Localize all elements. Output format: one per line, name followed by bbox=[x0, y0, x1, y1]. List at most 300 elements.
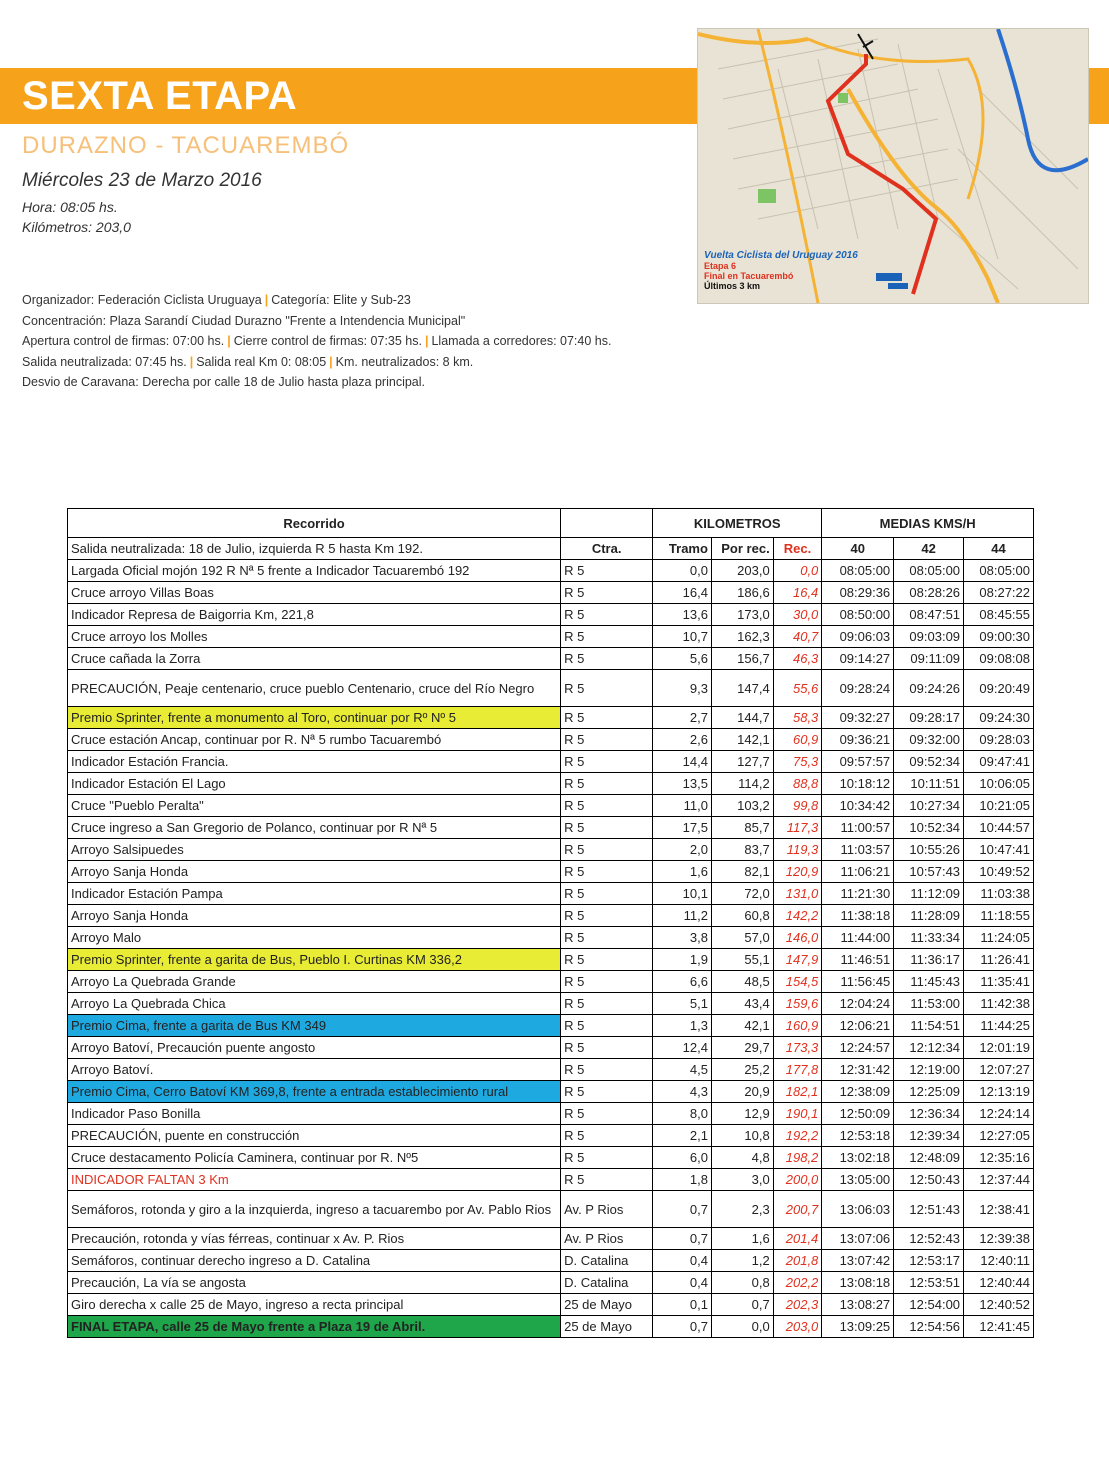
route-km-porrec: 103,2 bbox=[711, 795, 773, 817]
route-km-rec: 99,8 bbox=[773, 795, 822, 817]
info-salida-neutralizada: Salida neutralizada: 07:45 hs. bbox=[22, 354, 187, 369]
header-speed-40: 40 bbox=[822, 538, 894, 560]
table-row bbox=[68, 670, 1034, 707]
route-km-tramo: 0,4 bbox=[653, 1250, 712, 1272]
route-km-tramo: 8,0 bbox=[653, 1103, 712, 1125]
route-time-44: 10:06:05 bbox=[964, 773, 1034, 795]
route-km-porrec: 60,8 bbox=[711, 905, 773, 927]
route-time-40: 11:03:57 bbox=[822, 839, 894, 861]
route-time-42: 09:32:00 bbox=[894, 729, 964, 751]
route-km-porrec: 48,5 bbox=[711, 971, 773, 993]
stage-route: DURAZNO - TACUAREMBÓ bbox=[22, 132, 350, 159]
route-time-40: 11:38:18 bbox=[822, 905, 894, 927]
route-km-tramo: 1,9 bbox=[653, 949, 712, 971]
route-km-tramo: 0,4 bbox=[653, 1272, 712, 1294]
route-time-42: 10:57:43 bbox=[894, 861, 964, 883]
route-ctra: D. Catalina bbox=[561, 1250, 653, 1272]
route-km-tramo: 17,5 bbox=[653, 817, 712, 839]
route-time-40: 12:50:09 bbox=[822, 1103, 894, 1125]
route-km-rec: 119,3 bbox=[773, 839, 822, 861]
route-time-40: 12:24:57 bbox=[822, 1037, 894, 1059]
route-time-44: 09:08:08 bbox=[964, 648, 1034, 670]
table-row bbox=[68, 949, 1034, 971]
stage-title: SEXTA ETAPA bbox=[22, 74, 298, 118]
route-time-40: 11:44:00 bbox=[822, 927, 894, 949]
route-time-42: 09:24:26 bbox=[894, 670, 964, 707]
route-description: FINAL ETAPA, calle 25 de Mayo frente a Plaza 19 de Abril. bbox=[68, 1316, 561, 1338]
route-ctra: R 5 bbox=[561, 1037, 653, 1059]
route-km-porrec: 186,6 bbox=[711, 582, 773, 604]
route-ctra: R 5 bbox=[561, 971, 653, 993]
route-km-rec: 173,3 bbox=[773, 1037, 822, 1059]
route-ctra: R 5 bbox=[561, 993, 653, 1015]
route-description: Arroyo Malo bbox=[68, 927, 561, 949]
info-separator: | bbox=[227, 334, 231, 348]
route-time-40: 11:46:51 bbox=[822, 949, 894, 971]
route-km-porrec: 29,7 bbox=[711, 1037, 773, 1059]
route-ctra: 25 de Mayo bbox=[561, 1316, 653, 1338]
route-km-rec: 177,8 bbox=[773, 1059, 822, 1081]
route-description: Premio Sprinter, frente a monumento al Toro, continuar por Rº Nº 5 bbox=[68, 707, 561, 729]
table-row bbox=[68, 582, 1034, 604]
route-km-rec: 159,6 bbox=[773, 993, 822, 1015]
route-km-porrec: 3,0 bbox=[711, 1169, 773, 1191]
table-subheader-row bbox=[68, 538, 1034, 560]
route-ctra: R 5 bbox=[561, 729, 653, 751]
route-ctra: R 5 bbox=[561, 1081, 653, 1103]
route-ctra: R 5 bbox=[561, 839, 653, 861]
route-km-tramo: 4,5 bbox=[653, 1059, 712, 1081]
header-recorrido: Recorrido bbox=[68, 509, 561, 538]
table-row bbox=[68, 1272, 1034, 1294]
table-row bbox=[68, 1103, 1034, 1125]
route-ctra: R 5 bbox=[561, 751, 653, 773]
route-km-rec: 40,7 bbox=[773, 626, 822, 648]
route-time-42: 08:47:51 bbox=[894, 604, 964, 626]
route-km-rec: 200,7 bbox=[773, 1191, 822, 1228]
route-time-44: 12:24:14 bbox=[964, 1103, 1034, 1125]
route-time-44: 12:41:45 bbox=[964, 1316, 1034, 1338]
table-row bbox=[68, 648, 1034, 670]
route-km-porrec: 127,7 bbox=[711, 751, 773, 773]
route-time-40: 12:53:18 bbox=[822, 1125, 894, 1147]
route-km-rec: 131,0 bbox=[773, 883, 822, 905]
route-time-42: 10:52:34 bbox=[894, 817, 964, 839]
route-time-40: 12:31:42 bbox=[822, 1059, 894, 1081]
route-ctra: R 5 bbox=[561, 670, 653, 707]
route-km-tramo: 2,6 bbox=[653, 729, 712, 751]
route-km-tramo: 16,4 bbox=[653, 582, 712, 604]
route-time-44: 12:38:41 bbox=[964, 1191, 1034, 1228]
info-line-1 bbox=[22, 290, 611, 311]
map-caption-title: Vuelta Ciclista del Uruguay 2016 bbox=[704, 250, 858, 261]
route-ctra: R 5 bbox=[561, 626, 653, 648]
info-km-neutralizados: Km. neutralizados: 8 km. bbox=[335, 354, 474, 369]
route-time-44: 09:28:03 bbox=[964, 729, 1034, 751]
route-time-44: 08:45:55 bbox=[964, 604, 1034, 626]
route-time-42: 12:12:34 bbox=[894, 1037, 964, 1059]
route-time-40: 12:38:09 bbox=[822, 1081, 894, 1103]
route-time-42: 12:19:00 bbox=[894, 1059, 964, 1081]
route-km-tramo: 13,6 bbox=[653, 604, 712, 626]
route-km-rec: 16,4 bbox=[773, 582, 822, 604]
route-km-porrec: 162,3 bbox=[711, 626, 773, 648]
route-km-rec: 120,9 bbox=[773, 861, 822, 883]
route-time-40: 09:14:27 bbox=[822, 648, 894, 670]
route-km-tramo: 12,4 bbox=[653, 1037, 712, 1059]
route-time-44: 12:39:38 bbox=[964, 1228, 1034, 1250]
route-time-44: 09:20:49 bbox=[964, 670, 1034, 707]
route-km-tramo: 10,1 bbox=[653, 883, 712, 905]
route-ctra: R 5 bbox=[561, 861, 653, 883]
route-km-porrec: 156,7 bbox=[711, 648, 773, 670]
route-ctra: Av. P Rios bbox=[561, 1191, 653, 1228]
route-km-rec: 147,9 bbox=[773, 949, 822, 971]
table-row bbox=[68, 1059, 1034, 1081]
route-km-porrec: 10,8 bbox=[711, 1125, 773, 1147]
route-time-44: 12:01:19 bbox=[964, 1037, 1034, 1059]
table-row bbox=[68, 1081, 1034, 1103]
subheader-description: Salida neutralizada: 18 de Julio, izquierda R 5 hasta Km 192. bbox=[68, 538, 561, 560]
route-km-rec: 190,1 bbox=[773, 1103, 822, 1125]
table-row bbox=[68, 883, 1034, 905]
route-time-42: 12:36:34 bbox=[894, 1103, 964, 1125]
route-time-40: 09:57:57 bbox=[822, 751, 894, 773]
route-km-tramo: 13,5 bbox=[653, 773, 712, 795]
route-time-44: 09:24:30 bbox=[964, 707, 1034, 729]
route-km-tramo: 6,6 bbox=[653, 971, 712, 993]
route-description: Indicador Estación Pampa bbox=[68, 883, 561, 905]
table-row bbox=[68, 1250, 1034, 1272]
route-time-42: 09:03:09 bbox=[894, 626, 964, 648]
route-km-porrec: 114,2 bbox=[711, 773, 773, 795]
map-caption-last: Últimos 3 km bbox=[704, 281, 761, 291]
route-time-42: 11:28:09 bbox=[894, 905, 964, 927]
route-time-40: 13:07:42 bbox=[822, 1250, 894, 1272]
route-km-porrec: 43,4 bbox=[711, 993, 773, 1015]
route-description: Cruce destacamento Policía Caminera, continuar por R. Nº5 bbox=[68, 1147, 561, 1169]
route-time-40: 13:08:18 bbox=[822, 1272, 894, 1294]
route-km-tramo: 1,6 bbox=[653, 861, 712, 883]
header-kilometros: KILOMETROS bbox=[653, 509, 822, 538]
route-time-42: 12:50:43 bbox=[894, 1169, 964, 1191]
route-description: Semáforos, rotonda y giro a la inzquierda, ingreso a tacuarembo por Av. Pablo Rios bbox=[68, 1191, 561, 1228]
info-salida-real: Salida real Km 0: 08:05 bbox=[196, 354, 327, 369]
table-row bbox=[68, 729, 1034, 751]
route-time-44: 10:44:57 bbox=[964, 817, 1034, 839]
route-time-40: 13:09:25 bbox=[822, 1316, 894, 1338]
info-separator: | bbox=[189, 354, 194, 369]
route-time-40: 08:29:36 bbox=[822, 582, 894, 604]
route-km-tramo: 9,3 bbox=[653, 670, 712, 707]
route-time-42: 11:54:51 bbox=[894, 1015, 964, 1037]
table-row bbox=[68, 773, 1034, 795]
route-km-rec: 201,8 bbox=[773, 1250, 822, 1272]
route-km-tramo: 2,0 bbox=[653, 839, 712, 861]
route-km-rec: 88,8 bbox=[773, 773, 822, 795]
table-row bbox=[68, 817, 1034, 839]
route-time-40: 11:00:57 bbox=[822, 817, 894, 839]
route-km-tramo: 1,8 bbox=[653, 1169, 712, 1191]
route-ctra: R 5 bbox=[561, 1103, 653, 1125]
info-apertura: Apertura control de firmas: 07:00 hs. bbox=[22, 334, 225, 348]
info-categoria: Categoría: Elite y Sub-23 bbox=[271, 293, 411, 307]
route-description: Cruce cañada la Zorra bbox=[68, 648, 561, 670]
route-time-40: 13:07:06 bbox=[822, 1228, 894, 1250]
table-row bbox=[68, 560, 1034, 582]
route-time-44: 09:47:41 bbox=[964, 751, 1034, 773]
route-time-42: 10:11:51 bbox=[894, 773, 964, 795]
table-row bbox=[68, 1316, 1034, 1338]
route-description: Semáforos, continuar derecho ingreso a D. Catalina bbox=[68, 1250, 561, 1272]
route-km-tramo: 5,1 bbox=[653, 993, 712, 1015]
route-km-rec: 200,0 bbox=[773, 1169, 822, 1191]
route-km-tramo: 11,2 bbox=[653, 905, 712, 927]
route-time-40: 13:02:18 bbox=[822, 1147, 894, 1169]
route-km-rec: 30,0 bbox=[773, 604, 822, 626]
route-time-42: 08:05:00 bbox=[894, 560, 964, 582]
stage-hour: Hora: 08:05 hs. bbox=[22, 199, 118, 215]
route-time-42: 11:36:17 bbox=[894, 949, 964, 971]
route-km-porrec: 83,7 bbox=[711, 839, 773, 861]
route-km-porrec: 142,1 bbox=[711, 729, 773, 751]
route-km-porrec: 147,4 bbox=[711, 670, 773, 707]
route-time-44: 12:07:27 bbox=[964, 1059, 1034, 1081]
route-km-rec: 58,3 bbox=[773, 707, 822, 729]
route-km-porrec: 173,0 bbox=[711, 604, 773, 626]
route-ctra: R 5 bbox=[561, 707, 653, 729]
info-separator: | bbox=[264, 293, 269, 307]
header-rec: Rec. bbox=[773, 538, 822, 560]
route-time-40: 10:34:42 bbox=[822, 795, 894, 817]
route-time-42: 10:55:26 bbox=[894, 839, 964, 861]
route-km-tramo: 0,7 bbox=[653, 1191, 712, 1228]
table-row bbox=[68, 927, 1034, 949]
info-separator: | bbox=[329, 354, 333, 369]
route-time-44: 11:03:38 bbox=[964, 883, 1034, 905]
route-description: Arroyo La Quebrada Chica bbox=[68, 993, 561, 1015]
route-time-42: 11:12:09 bbox=[894, 883, 964, 905]
route-km-rec: 160,9 bbox=[773, 1015, 822, 1037]
route-km-porrec: 2,3 bbox=[711, 1191, 773, 1228]
route-ctra: R 5 bbox=[561, 560, 653, 582]
route-time-40: 11:56:45 bbox=[822, 971, 894, 993]
table-row bbox=[68, 839, 1034, 861]
route-km-rec: 60,9 bbox=[773, 729, 822, 751]
table-row bbox=[68, 861, 1034, 883]
route-time-42: 12:51:43 bbox=[894, 1191, 964, 1228]
table-row bbox=[68, 1015, 1034, 1037]
route-km-porrec: 12,9 bbox=[711, 1103, 773, 1125]
route-description: Arroyo Salsipuedes bbox=[68, 839, 561, 861]
route-ctra: 25 de Mayo bbox=[561, 1294, 653, 1316]
table-row bbox=[68, 795, 1034, 817]
route-km-porrec: 82,1 bbox=[711, 861, 773, 883]
route-time-42: 12:53:51 bbox=[894, 1272, 964, 1294]
info-line-2 bbox=[22, 311, 611, 332]
route-km-porrec: 55,1 bbox=[711, 949, 773, 971]
route-description: Arroyo Batoví. bbox=[68, 1059, 561, 1081]
table-row bbox=[68, 751, 1034, 773]
route-km-tramo: 11,0 bbox=[653, 795, 712, 817]
route-km-rec: 154,5 bbox=[773, 971, 822, 993]
route-time-40: 13:08:27 bbox=[822, 1294, 894, 1316]
map-caption bbox=[704, 251, 858, 291]
route-time-40: 09:28:24 bbox=[822, 670, 894, 707]
table-row bbox=[68, 1147, 1034, 1169]
route-time-40: 08:50:00 bbox=[822, 604, 894, 626]
route-time-44: 10:49:52 bbox=[964, 861, 1034, 883]
table-row bbox=[68, 993, 1034, 1015]
info-line-4 bbox=[22, 352, 611, 373]
route-time-42: 11:53:00 bbox=[894, 993, 964, 1015]
route-time-42: 12:53:17 bbox=[894, 1250, 964, 1272]
route-time-44: 11:26:41 bbox=[964, 949, 1034, 971]
info-line-3 bbox=[22, 331, 611, 352]
route-time-40: 08:05:00 bbox=[822, 560, 894, 582]
route-time-44: 09:00:30 bbox=[964, 626, 1034, 648]
route-km-tramo: 3,8 bbox=[653, 927, 712, 949]
route-time-44: 10:47:41 bbox=[964, 839, 1034, 861]
route-ctra: R 5 bbox=[561, 1059, 653, 1081]
route-time-44: 08:27:22 bbox=[964, 582, 1034, 604]
route-description: Cruce ingreso a San Gregorio de Polanco, continuar por R Nª 5 bbox=[68, 817, 561, 839]
route-table-body bbox=[68, 560, 1034, 1338]
map-caption-stage: Etapa 6 bbox=[704, 261, 737, 271]
route-ctra: R 5 bbox=[561, 905, 653, 927]
header-tramo: Tramo bbox=[653, 538, 712, 560]
route-km-tramo: 0,7 bbox=[653, 1228, 712, 1250]
route-ctra: R 5 bbox=[561, 883, 653, 905]
route-ctra: R 5 bbox=[561, 1147, 653, 1169]
route-time-44: 11:42:38 bbox=[964, 993, 1034, 1015]
route-km-rec: 202,3 bbox=[773, 1294, 822, 1316]
route-time-44: 12:27:05 bbox=[964, 1125, 1034, 1147]
table-row bbox=[68, 1169, 1034, 1191]
route-km-porrec: 85,7 bbox=[711, 817, 773, 839]
route-description: INDICADOR FALTAN 3 Km bbox=[68, 1169, 561, 1191]
route-km-porrec: 72,0 bbox=[711, 883, 773, 905]
map-caption-final: Final en Tacuarembó bbox=[704, 271, 794, 281]
route-description: Cruce estación Ancap, continuar por R. Nª 5 rumbo Tacuarembó bbox=[68, 729, 561, 751]
route-time-42: 12:25:09 bbox=[894, 1081, 964, 1103]
route-time-44: 12:40:11 bbox=[964, 1250, 1034, 1272]
route-km-tramo: 2,1 bbox=[653, 1125, 712, 1147]
table-row bbox=[68, 1191, 1034, 1228]
route-time-44: 11:18:55 bbox=[964, 905, 1034, 927]
route-km-porrec: 42,1 bbox=[711, 1015, 773, 1037]
route-time-40: 09:32:27 bbox=[822, 707, 894, 729]
route-description: Arroyo Sanja Honda bbox=[68, 905, 561, 927]
route-km-rec: 198,2 bbox=[773, 1147, 822, 1169]
route-km-rec: 203,0 bbox=[773, 1316, 822, 1338]
route-km-porrec: 20,9 bbox=[711, 1081, 773, 1103]
route-ctra: R 5 bbox=[561, 604, 653, 626]
route-time-44: 11:44:25 bbox=[964, 1015, 1034, 1037]
route-time-44: 11:35:41 bbox=[964, 971, 1034, 993]
stage-km: Kilómetros: 203,0 bbox=[22, 219, 131, 235]
route-km-porrec: 144,7 bbox=[711, 707, 773, 729]
info-line-5 bbox=[22, 372, 611, 393]
route-km-tramo: 6,0 bbox=[653, 1147, 712, 1169]
route-km-porrec: 57,0 bbox=[711, 927, 773, 949]
route-km-rec: 182,1 bbox=[773, 1081, 822, 1103]
route-km-porrec: 4,8 bbox=[711, 1147, 773, 1169]
route-description: Indicador Represa de Baigorria Km, 221,8 bbox=[68, 604, 561, 626]
route-time-40: 10:18:12 bbox=[822, 773, 894, 795]
route-km-rec: 117,3 bbox=[773, 817, 822, 839]
route-ctra: D. Catalina bbox=[561, 1272, 653, 1294]
route-description: Indicador Estación El Lago bbox=[68, 773, 561, 795]
route-km-porrec: 1,6 bbox=[711, 1228, 773, 1250]
header-speed-44: 44 bbox=[964, 538, 1034, 560]
route-time-42: 12:39:34 bbox=[894, 1125, 964, 1147]
info-cierre: Cierre control de firmas: 07:35 hs. bbox=[233, 334, 422, 348]
route-ctra: R 5 bbox=[561, 927, 653, 949]
route-description: Indicador Paso Bonilla bbox=[68, 1103, 561, 1125]
route-ctra: R 5 bbox=[561, 773, 653, 795]
route-time-40: 11:21:30 bbox=[822, 883, 894, 905]
route-time-40: 09:36:21 bbox=[822, 729, 894, 751]
route-ctra: R 5 bbox=[561, 1169, 653, 1191]
route-km-porrec: 203,0 bbox=[711, 560, 773, 582]
route-km-rec: 192,2 bbox=[773, 1125, 822, 1147]
route-time-42: 12:48:09 bbox=[894, 1147, 964, 1169]
route-description: Precaución, rotonda y vías férreas, continuar x Av. P. Rios bbox=[68, 1228, 561, 1250]
table-row bbox=[68, 1294, 1034, 1316]
route-km-porrec: 0,8 bbox=[711, 1272, 773, 1294]
route-time-40: 12:04:24 bbox=[822, 993, 894, 1015]
route-km-tramo: 0,0 bbox=[653, 560, 712, 582]
route-time-42: 12:54:00 bbox=[894, 1294, 964, 1316]
route-km-tramo: 0,1 bbox=[653, 1294, 712, 1316]
route-description: Indicador Estación Francia. bbox=[68, 751, 561, 773]
route-time-42: 09:28:17 bbox=[894, 707, 964, 729]
route-time-42: 12:52:43 bbox=[894, 1228, 964, 1250]
route-map bbox=[697, 28, 1089, 304]
header-porrec: Por rec. bbox=[711, 538, 773, 560]
route-description: Premio Cima, frente a garita de Bus KM 349 bbox=[68, 1015, 561, 1037]
route-km-rec: 75,3 bbox=[773, 751, 822, 773]
header-ctra: Ctra. bbox=[561, 538, 653, 560]
info-llamada: Llamada a corredores: 07:40 hs. bbox=[431, 334, 612, 348]
route-time-44: 12:13:19 bbox=[964, 1081, 1034, 1103]
route-km-tramo: 1,3 bbox=[653, 1015, 712, 1037]
table-row bbox=[68, 1228, 1034, 1250]
info-organizador: Organizador: Federación Ciclista Uruguaya bbox=[22, 293, 262, 307]
table-row bbox=[68, 1125, 1034, 1147]
route-time-40: 13:06:03 bbox=[822, 1191, 894, 1228]
route-km-rec: 142,2 bbox=[773, 905, 822, 927]
route-time-42: 12:54:56 bbox=[894, 1316, 964, 1338]
table-row bbox=[68, 1037, 1034, 1059]
route-ctra: R 5 bbox=[561, 949, 653, 971]
route-time-40: 13:05:00 bbox=[822, 1169, 894, 1191]
route-description: Arroyo La Quebrada Grande bbox=[68, 971, 561, 993]
table-header-row bbox=[68, 509, 1034, 538]
route-km-tramo: 2,7 bbox=[653, 707, 712, 729]
route-km-rec: 0,0 bbox=[773, 560, 822, 582]
route-table bbox=[67, 508, 1034, 1338]
route-time-44: 08:05:00 bbox=[964, 560, 1034, 582]
route-description: PRECAUCIÓN, Peaje centenario, cruce pueblo Centenario, cruce del Río Negro bbox=[68, 670, 561, 707]
table-row bbox=[68, 604, 1034, 626]
route-km-tramo: 0,7 bbox=[653, 1316, 712, 1338]
route-time-40: 11:06:21 bbox=[822, 861, 894, 883]
route-description: Largada Oficial mojón 192 R Nª 5 frente a Indicador Tacuarembó 192 bbox=[68, 560, 561, 582]
route-description: Giro derecha x calle 25 de Mayo, ingreso a recta principal bbox=[68, 1294, 561, 1316]
route-km-porrec: 25,2 bbox=[711, 1059, 773, 1081]
